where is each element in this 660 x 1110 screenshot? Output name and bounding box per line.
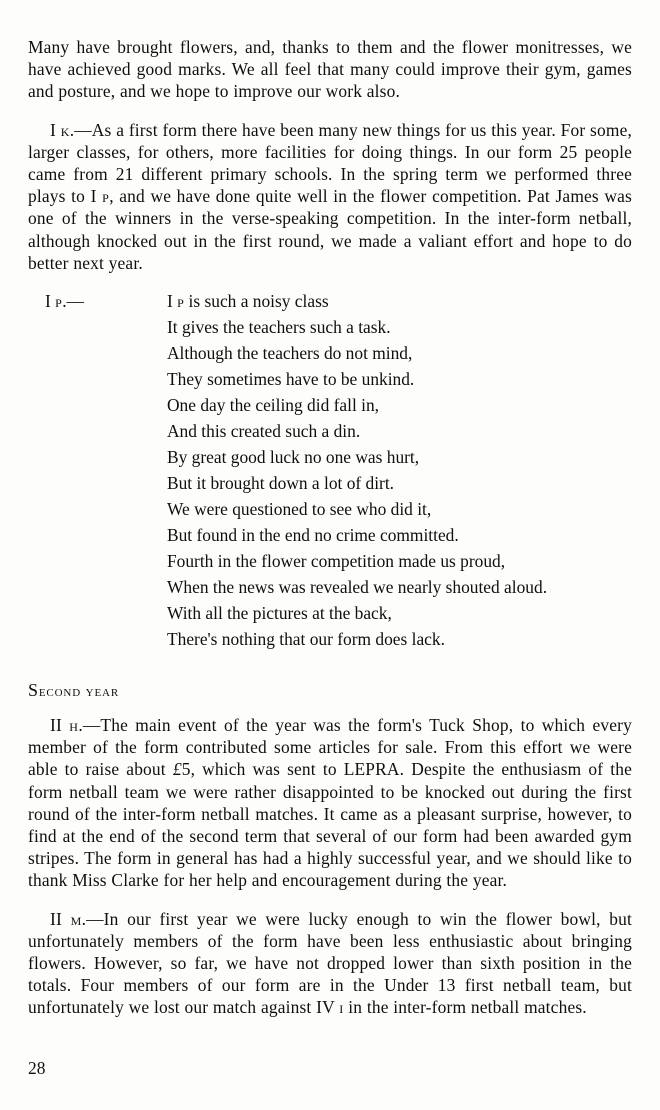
poem-line: One day the ceiling did fall in, <box>167 395 380 416</box>
paragraph-spacer <box>28 103 632 119</box>
poem-line: Fourth in the flower competition made us proud, <box>167 551 506 572</box>
form-label-2m: II <box>50 908 62 929</box>
page-content <box>28 36 632 1019</box>
page-number: 28 <box>28 1058 46 1078</box>
poem-line: But it brought down a lot of dirt. <box>167 473 395 494</box>
form-label-1k-letter: k <box>60 119 70 140</box>
paragraph-form-1k <box>28 119 632 274</box>
poem-line-1-prefix: I <box>167 291 173 312</box>
form-ref-1p-inline: p <box>102 186 110 207</box>
paragraph-form-2h <box>28 714 632 892</box>
form-label-2h: II <box>50 715 62 736</box>
paragraph-opening: Many have brought flowers, and, thanks to them and the flower monitresses, we have achieved good marks. We all feel that many could improve their gym, games and posture, and we hope to improve our work also. <box>28 37 632 102</box>
poem-line: They sometimes have to be unkind. <box>167 369 415 390</box>
poem-line: We were questioned to see who did it, <box>167 499 432 520</box>
poem-line: But found in the end no crime committed. <box>167 525 459 546</box>
form-ref-4i-inline: i <box>339 997 344 1018</box>
poem-line: When the news was revealed we nearly shouted aloud. <box>167 577 548 598</box>
poem-label-dash: .— <box>62 291 84 312</box>
form-2h-body-a: .—The main event of the year was the form's Tuck Shop, to which every member of the form contributed some articles for sale. From this effort we were able to raise about <box>28 715 632 780</box>
form-label-1k: I <box>50 119 56 140</box>
poem-line-1-rest: is such a noisy class <box>184 291 329 312</box>
form-2h-body-b: 5, which was sent to LEPRA. Despite the enthusiasm of the form netball team we were rather disappointed to be knocked out during the first round of the inter-form netball matches. It came as a pleasant surprise, however, to find at the end of the second term that several of our form had been awarded gym stripes. The form in general has had a highly successful year, and we should like to thank Miss Clarke for her help and encouragement during the year. <box>28 759 632 891</box>
poem-line-1 <box>167 288 632 314</box>
form-label-2h-letter: h <box>69 715 79 736</box>
paragraph-form-2m <box>28 908 632 1019</box>
poem-line: There's nothing that our form does lack. <box>167 629 445 650</box>
form-1k-body-b: , and we have done quite well in the flower competition. Pat James was one of the winners in the verse-speaking competition. In the inter-form netball, although knocked out in the first round, we made a valiant effort and hope to do better next year. <box>28 186 632 273</box>
poem-line-1-letter: p <box>177 291 185 312</box>
poem-label-letter: p <box>55 291 63 312</box>
poem-line: And this created such a din. <box>167 421 361 442</box>
section-heading-initial: S <box>28 680 39 701</box>
form-1k-body-a: .—As a first form there have been many new things for us this year. For some, larger classes, for others, more facilities for doing things. In our form 25 people came from 21 different primary schools. In the spring term we performed three plays to I <box>28 119 632 207</box>
form-label-2m-letter: m <box>70 908 82 929</box>
poem-line: It gives the teachers such a task. <box>167 317 391 338</box>
poem-line: With all the pictures at the back, <box>167 603 392 624</box>
pound-sign: £ <box>172 759 182 780</box>
form-2m-body-a: .—In our first year we were lucky enough to win the flower bowl, but unfortunately members of the form have been less enthusiastic about bringing flowers. However, so far, we have not dropped lower than sixth position in the totals. Four members of our form are in the Under 13 first netball team, but unfortunately we lost our match against IV <box>28 908 633 1018</box>
section-heading-second-year <box>28 680 632 702</box>
poem-line: By great good luck no one was hurt, <box>167 447 420 468</box>
poem-line: Although the teachers do not mind, <box>167 343 413 364</box>
section-heading-rest: econd year <box>38 683 120 701</box>
poem-label-main: I <box>45 291 51 312</box>
poem-form-label <box>45 288 84 314</box>
paragraph-spacer <box>28 892 632 908</box>
heading-spacer <box>28 702 632 714</box>
form-2m-body-b: in the inter-form netball matches. <box>343 997 587 1018</box>
poem-lines <box>28 288 632 652</box>
poem-block <box>28 288 632 652</box>
